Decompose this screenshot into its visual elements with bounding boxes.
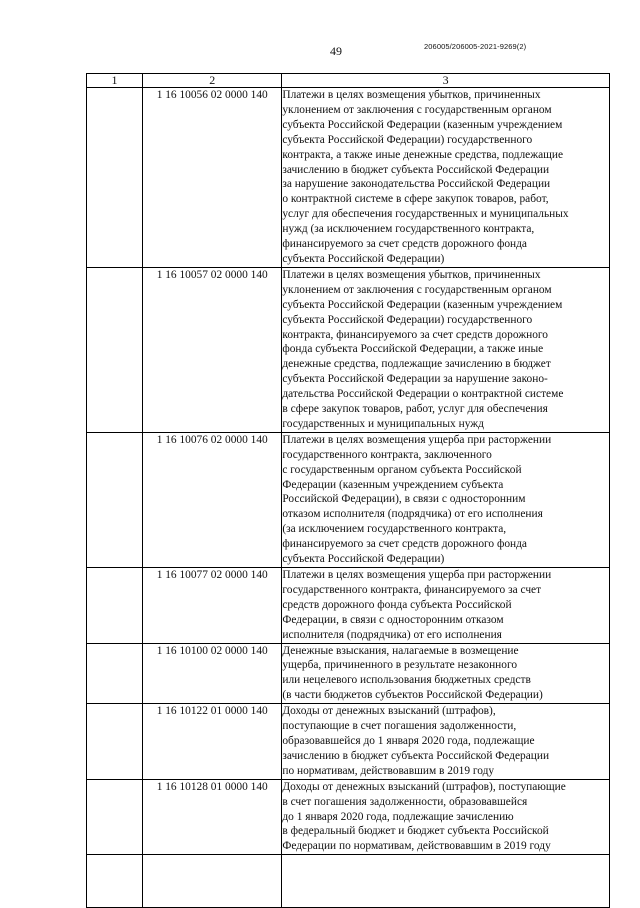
description-line: государственных и муниципальных нужд xyxy=(282,417,484,430)
description-line: контракта, а также иные денежные средства, подлежащие xyxy=(282,148,564,161)
description-line: (за исключением государственного контракта, xyxy=(282,523,507,536)
revenue-description xyxy=(282,432,610,567)
table-cell-col1 xyxy=(87,267,143,432)
description-line: финансируемого за счет средств дорожного фонда xyxy=(282,238,527,251)
revenue-code: 1 16 10077 02 0000 140 xyxy=(143,568,282,644)
table-cell xyxy=(282,855,610,908)
revenue-code: 1 16 10128 01 0000 140 xyxy=(143,779,282,855)
description-line: или нецелевого использования бюджетных средств xyxy=(282,674,531,687)
revenue-code: 1 16 10100 02 0000 140 xyxy=(143,643,282,704)
description-line: в федеральный бюджет и бюджет субъекта Российской xyxy=(282,825,549,838)
description-line: уклонением от заключения с государственным органом xyxy=(282,283,552,296)
description-line: в сфере закупок товаров, работ, услуг для обеспечения xyxy=(282,403,548,416)
description-line: субъекта Российской Федерации) xyxy=(282,252,445,265)
description-line: Российской Федерации), в связи с односторонним xyxy=(282,493,526,506)
description-line: поступающие в счет погашения задолженности, xyxy=(282,720,517,733)
description-line: субъекта Российской Федерации (казенным учреждением xyxy=(282,298,563,311)
table-row xyxy=(87,779,610,855)
table-row xyxy=(87,88,610,268)
description-line: зачислению в бюджет субъекта Российской Федерации xyxy=(282,163,550,176)
description-line: с государственным органом субъекта Российской xyxy=(282,463,522,476)
table-cell-col1 xyxy=(87,432,143,567)
revenue-description xyxy=(282,568,610,644)
table-cell-col1 xyxy=(87,704,143,780)
description-line: субъекта Российской Федерации) государственного xyxy=(282,133,533,146)
description-line: в счет погашения задолженности, образовавшейся xyxy=(282,795,528,808)
description-line: Доходы от денежных взысканий (штрафов), поступающие xyxy=(282,780,566,793)
table-cell-col1 xyxy=(87,568,143,644)
description-line: Платежи в целях возмещения убытков, причиненных xyxy=(282,89,541,101)
description-line: финансируемого за счет средств дорожного фонда xyxy=(282,538,527,551)
description-line: денежные средства, подлежащие зачислению в бюджет xyxy=(282,358,551,371)
description-line: Федерации (казенным учреждением субъекта xyxy=(282,478,504,491)
description-line: Платежи в целях возмещения ущерба при расторжении xyxy=(282,433,552,446)
description-line: исполнителя (подрядчика) от его исполнения xyxy=(282,628,502,641)
description-line: ущерба, причиненного в результате незаконного xyxy=(282,659,518,672)
description-line: Денежные взыскания, налагаемые в возмещение xyxy=(282,644,519,657)
table-cell-col1 xyxy=(87,643,143,704)
description-line: Доходы от денежных взысканий (штрафов), xyxy=(282,705,496,718)
table-row xyxy=(87,432,610,567)
revenue-description xyxy=(282,267,610,432)
revenue-code: 1 16 10056 02 0000 140 xyxy=(143,88,282,268)
description-line: субъекта Российской Федерации (казенным учреждением xyxy=(282,118,563,131)
revenue-description xyxy=(282,643,610,704)
table-cell-col1 xyxy=(87,779,143,855)
table-row xyxy=(87,643,610,704)
table-cell-col1 xyxy=(87,88,143,268)
description-line: субъекта Российской Федерации) xyxy=(282,553,445,566)
description-line: зачислению в бюджет субъекта Российской Федерации xyxy=(282,749,550,762)
description-line: нужд (за исключением государственного контракта, xyxy=(282,223,535,236)
table-row xyxy=(87,267,610,432)
document-id: 206005/206005-2021-9269(2) xyxy=(424,42,527,51)
description-line: государственного контракта, финансируемого за счет xyxy=(282,583,542,596)
description-line: по нормативам, действовавшим в 2019 году xyxy=(282,764,495,777)
description-line: отказом исполнителя (подрядчика) от его исполнения xyxy=(282,508,543,521)
description-line: услуг для обеспечения государственных и муниципальных xyxy=(282,208,569,221)
description-line: за нарушение законодательства Российской Федерации xyxy=(282,178,551,191)
description-line: Платежи в целях возмещения ущерба при расторжении xyxy=(282,569,552,581)
description-line: (в части бюджетов субъектов Российской Федерации) xyxy=(282,689,543,702)
revenue-description xyxy=(282,779,610,855)
description-line: Платежи в целях возмещения убытков, причиненных xyxy=(282,268,541,281)
description-line: субъекта Российской Федерации за нарушение законо- xyxy=(282,373,548,386)
description-line: уклонением от заключения с государственным органом xyxy=(282,103,552,116)
description-line: Федерации, в связи с односторонним отказом xyxy=(282,613,504,626)
budget-codes-table xyxy=(86,73,610,908)
table-cell xyxy=(143,855,282,908)
description-line: субъекта Российской Федерации) государственного xyxy=(282,313,533,326)
table-row xyxy=(87,568,610,644)
revenue-code: 1 16 10076 02 0000 140 xyxy=(143,432,282,567)
table-row-empty xyxy=(87,855,610,908)
column-header: 3 xyxy=(282,74,610,88)
description-line: Федерации по нормативам, действовавшим в 2019 году xyxy=(282,840,551,853)
column-header: 2 xyxy=(143,74,282,88)
description-line: средств дорожного фонда субъекта Российской xyxy=(282,598,512,611)
page-number: 49 xyxy=(330,44,342,58)
table-header-row xyxy=(87,74,610,88)
table-row xyxy=(87,704,610,780)
column-header: 1 xyxy=(87,74,143,88)
description-line: контракта, финансируемого за счет средств дорожного xyxy=(282,328,548,341)
revenue-description xyxy=(282,704,610,780)
table-cell xyxy=(87,855,143,908)
description-line: дательства Российской Федерации о контрактной системе xyxy=(282,388,564,401)
revenue-code: 1 16 10122 01 0000 140 xyxy=(143,704,282,780)
description-line: фонда субъекта Российской Федерации, а также иные xyxy=(282,343,544,356)
revenue-description xyxy=(282,88,610,268)
revenue-code: 1 16 10057 02 0000 140 xyxy=(143,267,282,432)
description-line: государственного контракта, заключенного xyxy=(282,448,492,461)
description-line: образовавшейся до 1 января 2020 года, подлежащие xyxy=(282,734,535,747)
description-line: до 1 января 2020 года, подлежащие зачислению xyxy=(282,810,514,823)
description-line: о контрактной системе в сфере закупок товаров, работ, xyxy=(282,193,549,206)
